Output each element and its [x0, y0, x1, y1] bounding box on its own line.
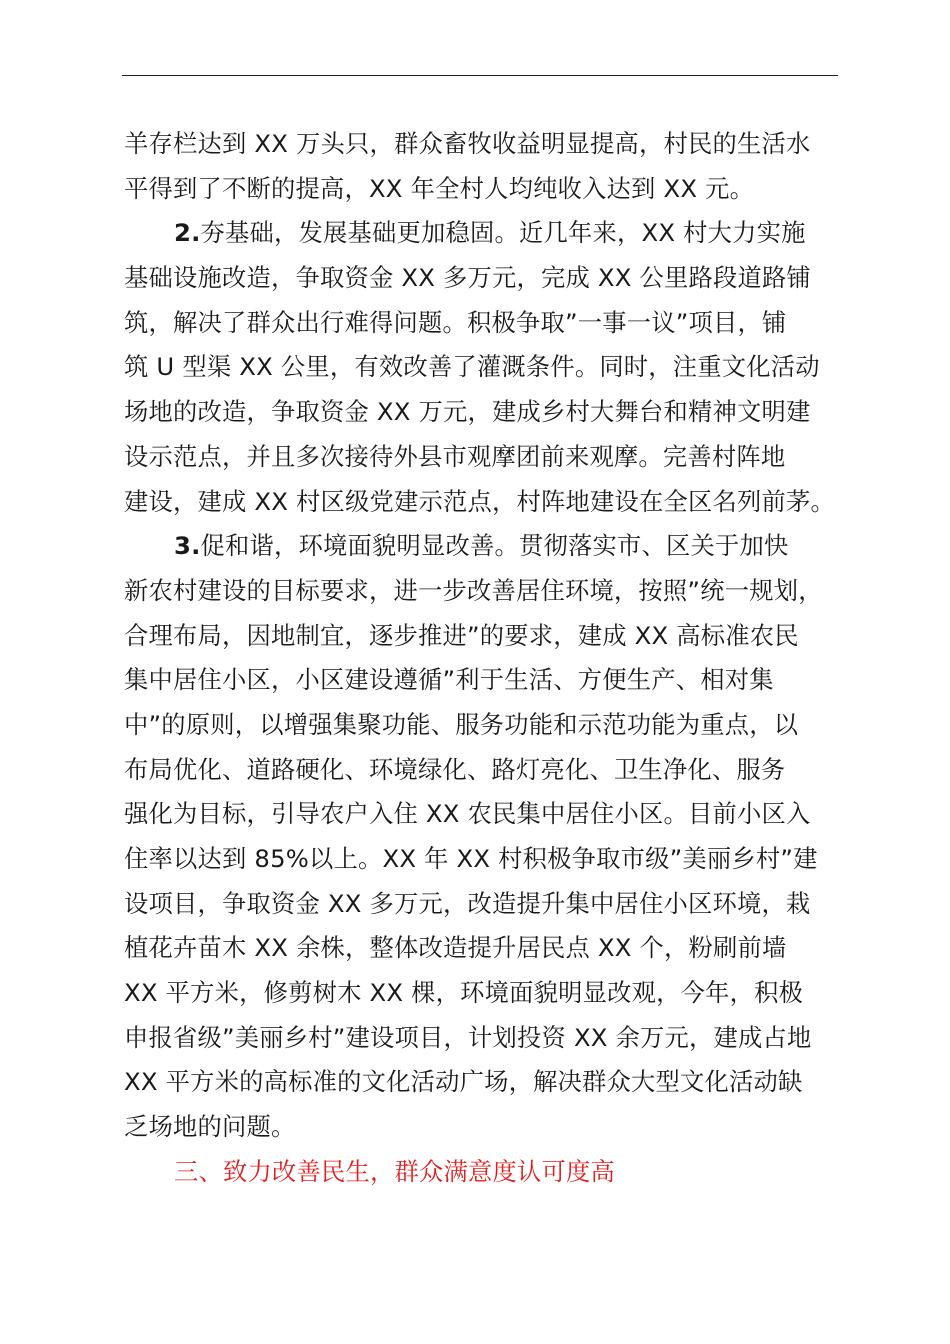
text-line: 设项目，争取资金 XX 多万元，改造提升集中居住小区环境，栽	[124, 888, 811, 918]
paragraph-number: 3.	[174, 531, 201, 561]
text-line: 申报省级”美丽乡村”建设项目，计划投资 XX 余万元，建成占地	[124, 1022, 812, 1052]
text-line: 集中居住小区，小区建设遵循”利于生活、方便生产、相对集	[124, 665, 774, 695]
text-line: 筑，解决了群众出行难得问题。积极争取”一事一议”项目，铺	[124, 307, 787, 337]
text-line: XX 平方米的高标准的文化活动广场，解决群众大型文化活动缺	[124, 1067, 803, 1097]
text-line: 设示范点，并且多次接待外县市观摩团前来观摩。完善村阵地	[124, 441, 786, 471]
paragraph-number: 2.	[174, 218, 201, 248]
section-heading: 三、致力改善民生，群众满意度认可度高	[174, 1156, 615, 1186]
text-line: 中”的原则，以增强集聚功能、服务功能和示范功能为重点，以	[124, 709, 799, 739]
text-line: 促和谐，环境面貌明显改善。贯彻落实市、区关于加快	[200, 531, 789, 561]
text-line: 场地的改造，争取资金 XX 万元，建成乡村大舞台和精神文明建	[124, 397, 811, 427]
text-line: 羊存栏达到 XX 万头只，群众畜牧收益明显提高，村民的生活水	[124, 129, 811, 158]
document-body	[124, 122, 840, 1195]
text-line: 新农村建设的目标要求，进一步改善居住环境，按照”统一规划，	[124, 575, 823, 605]
text-line: 筑 U 型渠 XX 公里，有效改善了灌溉条件。同时，注重文化活动	[124, 352, 820, 382]
header-rule	[122, 75, 838, 76]
text-line: 布局优化、道路硬化、环境绿化、路灯亮化、卫生净化、服务	[124, 754, 786, 784]
paragraph-2-start	[124, 211, 840, 256]
text-line: 合理布局，因地制宜，逐步推进”的要求，建成 XX 高标准农民	[124, 620, 799, 650]
paragraph-3-start	[124, 524, 840, 569]
text-line: 建设，建成 XX 村区级党建示范点，村阵地建设在全区名列前茅。	[124, 486, 835, 516]
text-line: 平得到了不断的提高，XX 年全村人均纯收入达到 XX 元。	[124, 173, 755, 203]
text-line: 强化为目标，引导农户入住 XX 农民集中居住小区。目前小区入	[124, 799, 811, 829]
text-line: 植花卉苗木 XX 余株，整体改造提升居民点 XX 个，粉刷前墙	[124, 933, 787, 963]
text-line: 住率以达到 85%以上。XX 年 XX 村积极争取市级”美丽乡村”建	[124, 844, 818, 873]
text-line: XX 平方米，修剪树木 XX 棵，环境面貌明显改观，今年，积极	[124, 978, 804, 1008]
text-line: 夯基础，发展基础更加稳固。近几年来，XX 村大力实施	[200, 218, 806, 248]
text-line: 乏场地的问题。	[124, 1112, 296, 1142]
text-line: 基础设施改造，争取资金 XX 多万元，完成 XX 公里路段道路铺	[124, 263, 811, 293]
